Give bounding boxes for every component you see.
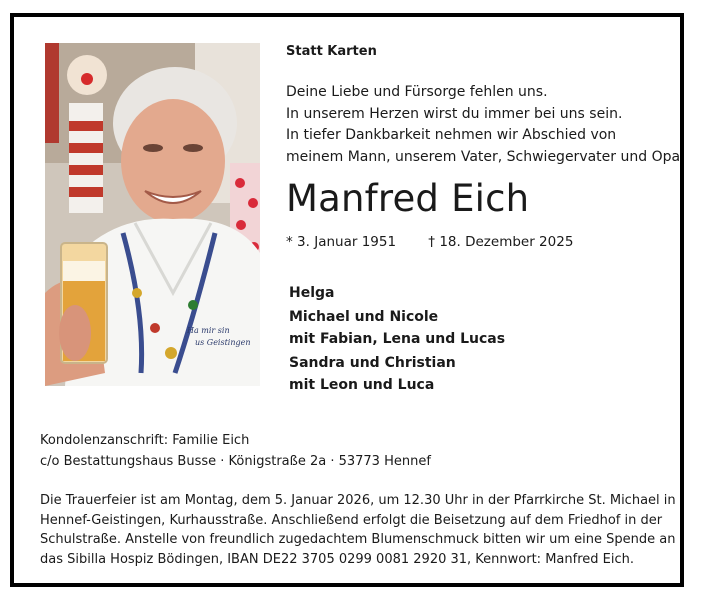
obituary-card [10,13,684,587]
ceremony-line: das Sibilla Hospiz Bödingen, IBAN DE22 3705 0299 0081 2920 31, Kennwort: Manfred Eich. [40,551,634,567]
family-member: mit Leon und Luca [289,377,435,393]
death-date: † 18. Dezember 2025 [428,234,574,250]
intro-line: In unserem Herzen wirst du immer bei uns sein. [286,105,623,122]
family-member: mit Fabian, Lena und Lucas [289,331,506,347]
family-list [289,282,505,398]
contact-line: Kondolenzanschrift: Familie Eich [40,433,250,448]
shirt-embroidery-line2: us Geistingen [195,338,251,347]
life-dates [286,234,573,250]
family-member: Helga [289,285,335,301]
condolence-address [40,430,431,472]
family-group [289,282,505,304]
family-group [289,352,505,396]
ceremony-line: Die Trauerfeier ist am Montag, dem 5. Januar 2026, um 12.30 Uhr in der Pfarrkirche St. Michael in [40,493,676,508]
family-group [289,306,505,350]
intro-line: Deine Liebe und Fürsorge fehlen uns. [286,84,548,100]
shirt-embroidery-line1: Ha mir sin [187,326,230,335]
intro-line: meinem Mann, unserem Vater, Schwiegervater und Opa [286,148,681,165]
ceremony-text [40,491,676,569]
intro-text [286,82,680,168]
deceased-name: Manfred Eich [286,177,530,220]
ceremony-line: Schulstraße. Anstelle von freundlich zugedachtem Blumenschmuck bitten wir um eine Spende an [40,532,676,548]
contact-line: c/o Bestattungshaus Busse · Königstraße 2a · 53773 Hennef [40,454,431,469]
intro-line: In tiefer Dankbarkeit nehmen wir Abschied von [286,127,617,143]
ceremony-line: Hennef-Geistingen, Kurhausstraße. Anschließend erfolgt die Beisetzung auf dem Friedhof in der [40,512,663,528]
statt-karten-label: Statt Karten [286,44,377,59]
birth-date: * 3. Januar 1951 [286,234,397,250]
family-member: Michael und Nicole [289,309,439,325]
family-member: Sandra und Christian [289,355,456,371]
portrait-photo [45,43,260,386]
